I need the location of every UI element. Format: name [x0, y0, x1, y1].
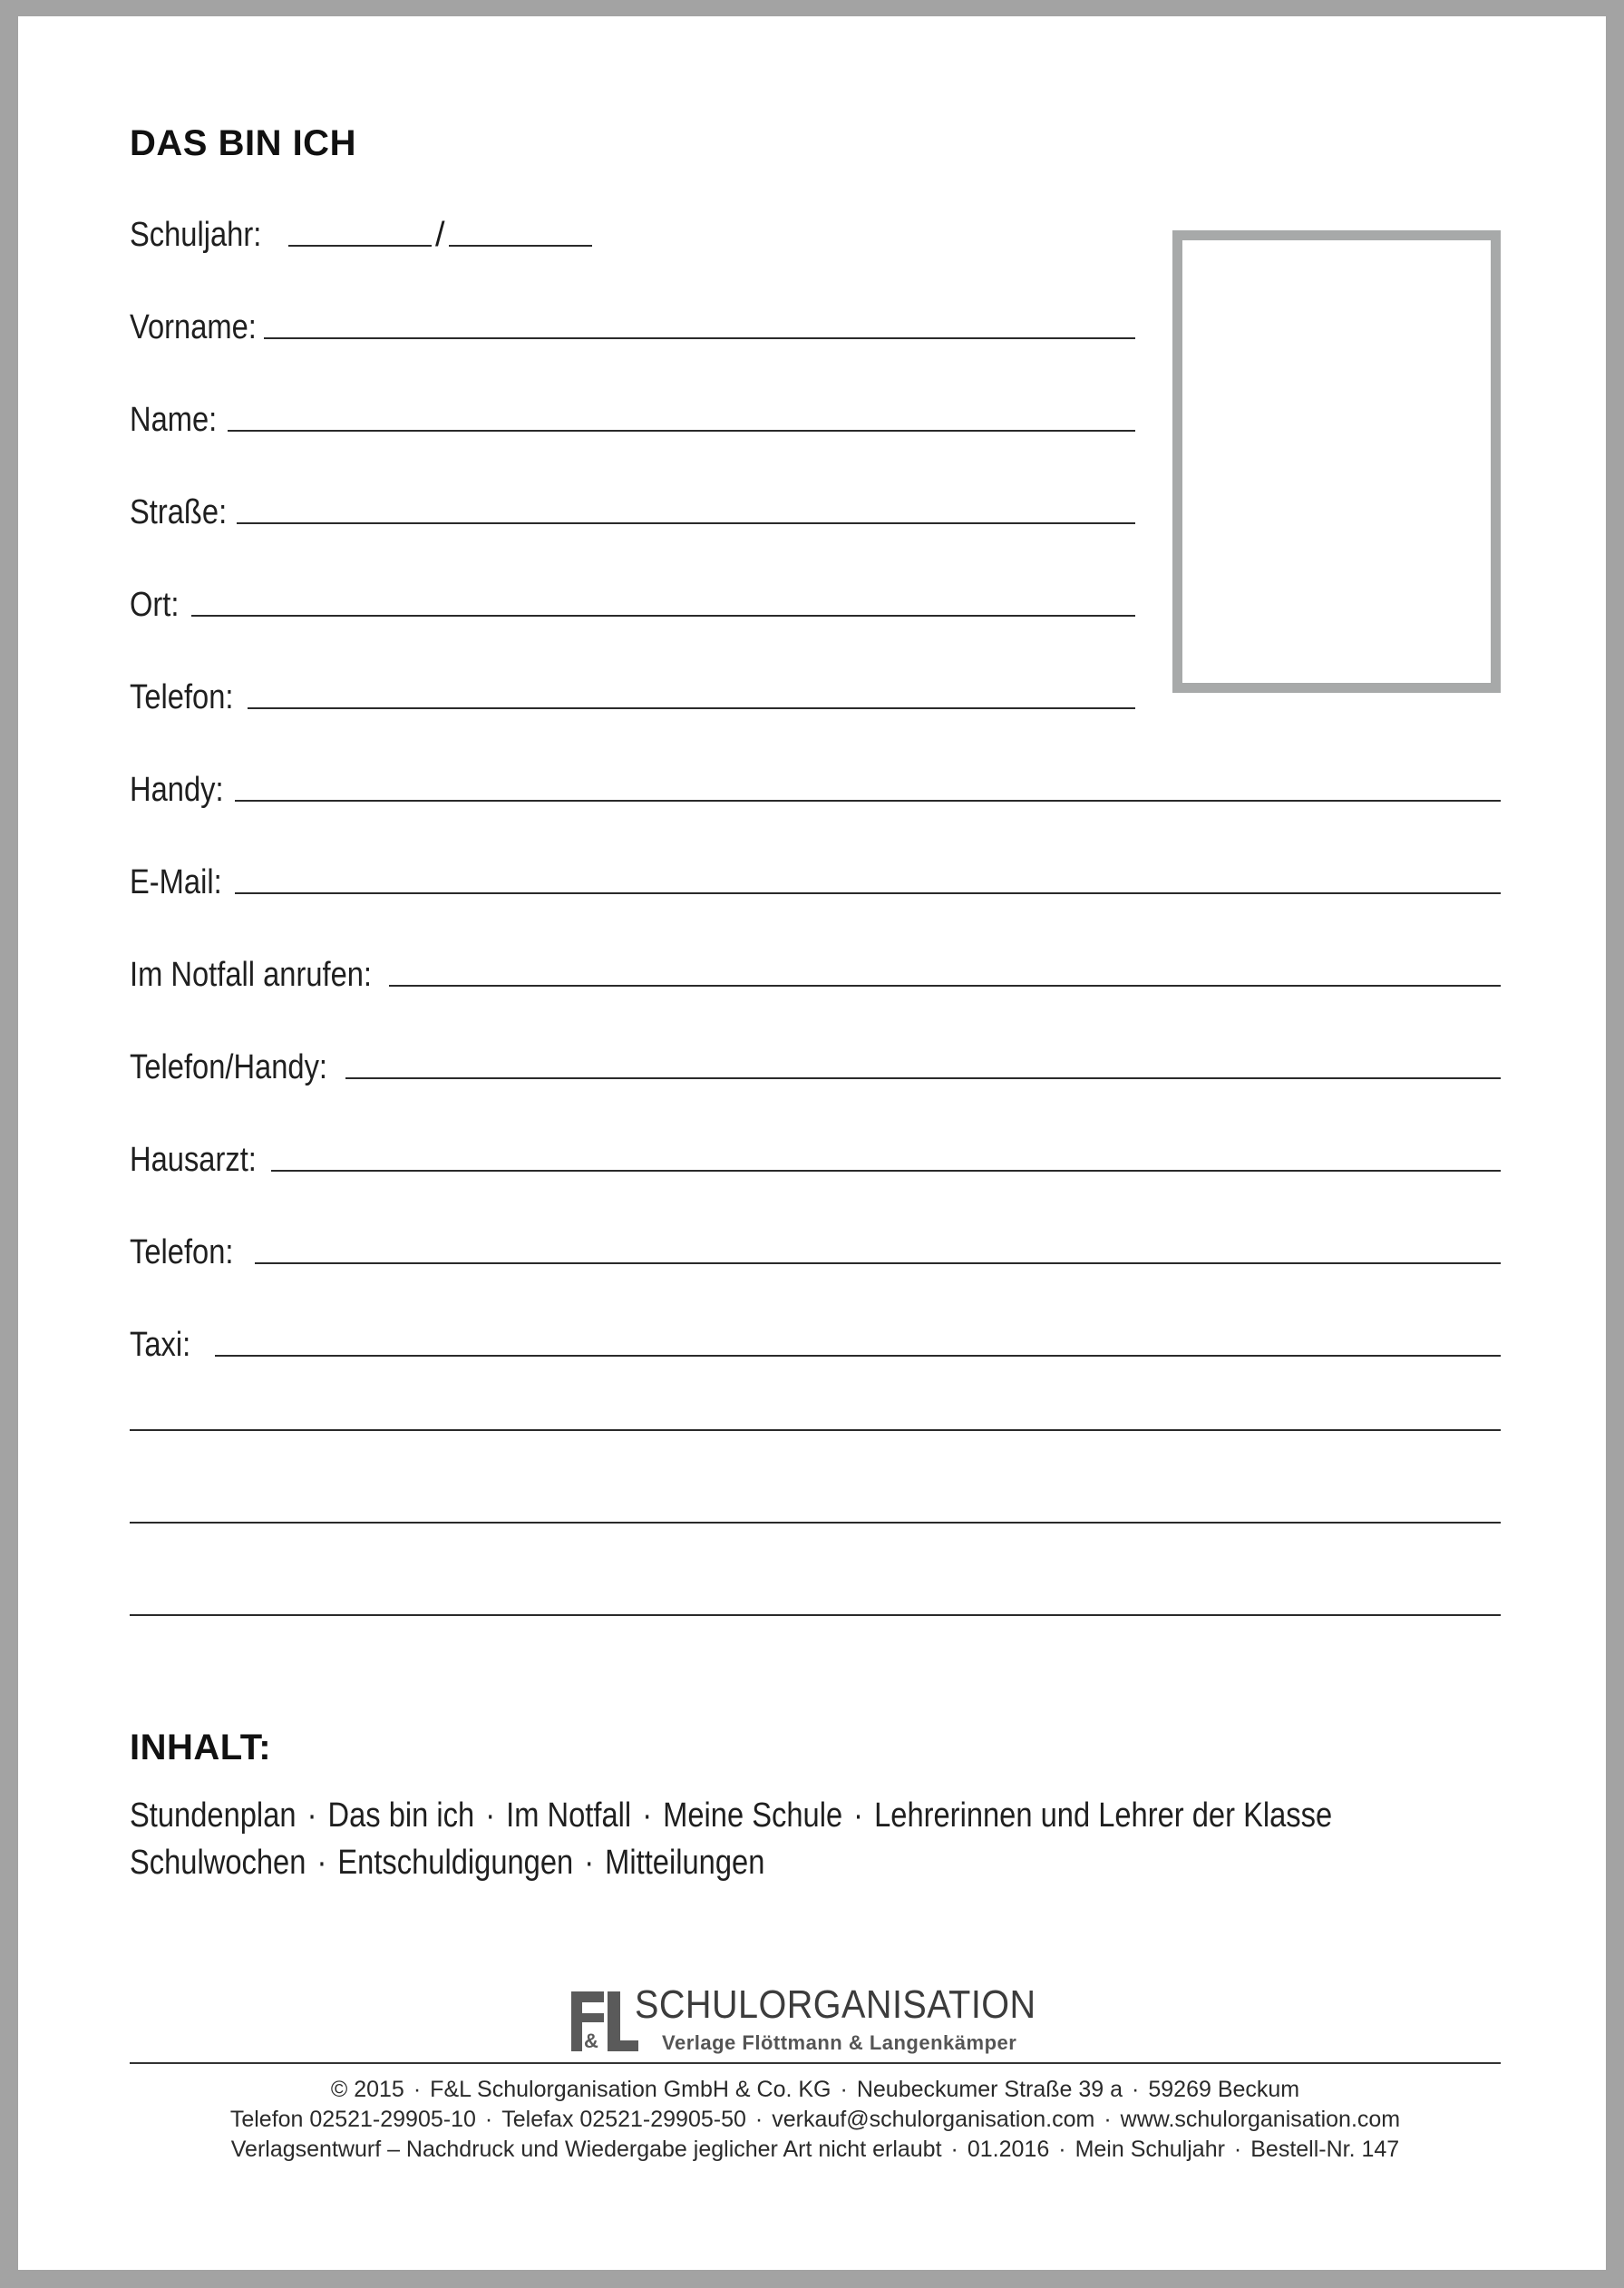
footer-separator: ·	[1233, 2137, 1242, 2162]
schuljahr-row	[130, 198, 592, 252]
footer-line-3	[130, 2135, 1501, 2165]
footer-separator: ·	[1104, 2107, 1112, 2132]
name-row	[130, 383, 1135, 437]
taxi-label: Taxi:	[130, 1326, 191, 1364]
handy-label: Handy:	[130, 771, 224, 809]
footer-item: Telefon 02521-29905-10	[229, 2107, 476, 2132]
footer-line-2	[130, 2105, 1501, 2135]
inhalt-item: Schulwochen	[130, 1844, 306, 1882]
free-line-1[interactable]	[130, 1429, 1501, 1431]
taxi-field[interactable]	[215, 1355, 1501, 1357]
inhalt-separator: ·	[642, 1796, 653, 1835]
footer-separator: ·	[754, 2107, 763, 2132]
publisher-logo	[571, 1982, 1061, 2064]
hausarzt-telefon-row	[130, 1215, 1501, 1270]
telefon-row	[130, 660, 1135, 715]
inhalt-title: INHALT:	[130, 1728, 272, 1767]
footer-item: 59269 Beckum	[1148, 2077, 1300, 2102]
hausarzt-telefon-field[interactable]	[255, 1262, 1501, 1264]
form-title: DAS BIN ICH	[130, 123, 356, 163]
vorname-field[interactable]	[264, 337, 1135, 339]
notfall-row	[130, 938, 1501, 992]
footer-line-1	[130, 2075, 1501, 2105]
logo-title: SCHULORGANISATION	[635, 1982, 1036, 2027]
footer-separator: ·	[413, 2077, 422, 2102]
inhalt-separator: ·	[853, 1796, 864, 1835]
inhalt-item: Im Notfall	[506, 1796, 632, 1835]
inhalt-item: Stundenplan	[130, 1796, 297, 1835]
ort-field[interactable]	[191, 615, 1135, 617]
inhalt-line-1	[130, 1792, 1333, 1839]
schuljahr-label: Schuljahr:	[130, 216, 262, 254]
inhalt-item: Das bin ich	[327, 1796, 475, 1835]
schuljahr-start-field[interactable]	[288, 245, 432, 247]
schuljahr-end-field[interactable]	[449, 245, 592, 247]
hausarzt-field[interactable]	[271, 1170, 1501, 1172]
vorname-label: Vorname:	[130, 308, 257, 346]
telefon-handy-label: Telefon/Handy:	[130, 1048, 328, 1086]
footer-separator: ·	[484, 2107, 493, 2132]
strasse-label: Straße:	[130, 493, 228, 531]
free-line-3[interactable]	[130, 1614, 1501, 1616]
logo-subtitle: Verlage Flöttmann & Langenkämper	[662, 2031, 1017, 2054]
footer-item: Mein Schuljahr	[1075, 2137, 1225, 2162]
photo-frame[interactable]	[1172, 230, 1501, 693]
footer-divider	[130, 2062, 1501, 2064]
hausarzt-row	[130, 1123, 1501, 1177]
footer-separator: ·	[840, 2077, 848, 2102]
vorname-row	[130, 290, 1135, 345]
ort-row	[130, 568, 1135, 622]
footer-item: Bestell-Nr. 147	[1250, 2137, 1400, 2162]
hausarzt-telefon-label: Telefon:	[130, 1233, 234, 1271]
footer-item: F&L Schulorganisation GmbH & Co. KG	[430, 2077, 831, 2102]
name-label: Name:	[130, 401, 218, 439]
inhalt-item: Lehrerinnen und Lehrer der Klasse	[874, 1796, 1333, 1835]
footer-item: Telefax 02521-29905-50	[501, 2107, 746, 2132]
ort-label: Ort:	[130, 586, 180, 624]
inhalt-item: Entschuldigungen	[337, 1844, 574, 1882]
footer	[130, 2075, 1501, 2165]
footer-item: 01.2016	[967, 2137, 1050, 2162]
notfall-field[interactable]	[389, 985, 1501, 987]
form-page	[18, 16, 1606, 2270]
email-field[interactable]	[235, 892, 1501, 894]
footer-item: © 2015	[330, 2077, 404, 2102]
inhalt-line-2	[130, 1839, 1315, 1886]
svg-text:&: &	[584, 2030, 598, 2052]
footer-separator: ·	[1132, 2077, 1140, 2102]
footer-email[interactable]: verkauf@schulorganisation.com	[772, 2107, 1095, 2132]
free-line-2[interactable]	[130, 1522, 1501, 1524]
inhalt-separator: ·	[306, 1796, 317, 1835]
email-row	[130, 845, 1501, 900]
hausarzt-label: Hausarzt:	[130, 1141, 257, 1179]
footer-item: Neubeckumer Straße 39 a	[856, 2077, 1123, 2102]
handy-field[interactable]	[235, 800, 1501, 802]
schuljahr-separator: /	[434, 216, 445, 254]
inhalt-separator: ·	[584, 1844, 595, 1882]
inhalt-item: Mitteilungen	[605, 1844, 765, 1882]
inhalt-separator: ·	[316, 1844, 327, 1882]
name-field[interactable]	[228, 430, 1135, 432]
footer-separator: ·	[950, 2137, 958, 2162]
telefon-label: Telefon:	[130, 678, 234, 716]
email-label: E-Mail:	[130, 863, 222, 901]
footer-website[interactable]: www.schulorganisation.com	[1120, 2107, 1401, 2132]
telefon-field[interactable]	[248, 707, 1135, 709]
taxi-row	[130, 1308, 1501, 1362]
telefon-handy-row	[130, 1030, 1501, 1085]
footer-separator: ·	[1058, 2137, 1066, 2162]
handy-row	[130, 753, 1501, 807]
fl-logo-icon	[571, 1991, 644, 2062]
strasse-field[interactable]	[237, 522, 1135, 524]
inhalt-item: Meine Schule	[663, 1796, 843, 1835]
inhalt-list	[130, 1792, 1508, 1886]
strasse-row	[130, 475, 1135, 530]
footer-item: Verlagsentwurf – Nachdruck und Wiedergabe jeglicher Art nicht erlaubt	[230, 2137, 942, 2162]
notfall-label: Im Notfall anrufen:	[130, 956, 373, 994]
telefon-handy-field[interactable]	[345, 1077, 1501, 1079]
inhalt-separator: ·	[485, 1796, 496, 1835]
